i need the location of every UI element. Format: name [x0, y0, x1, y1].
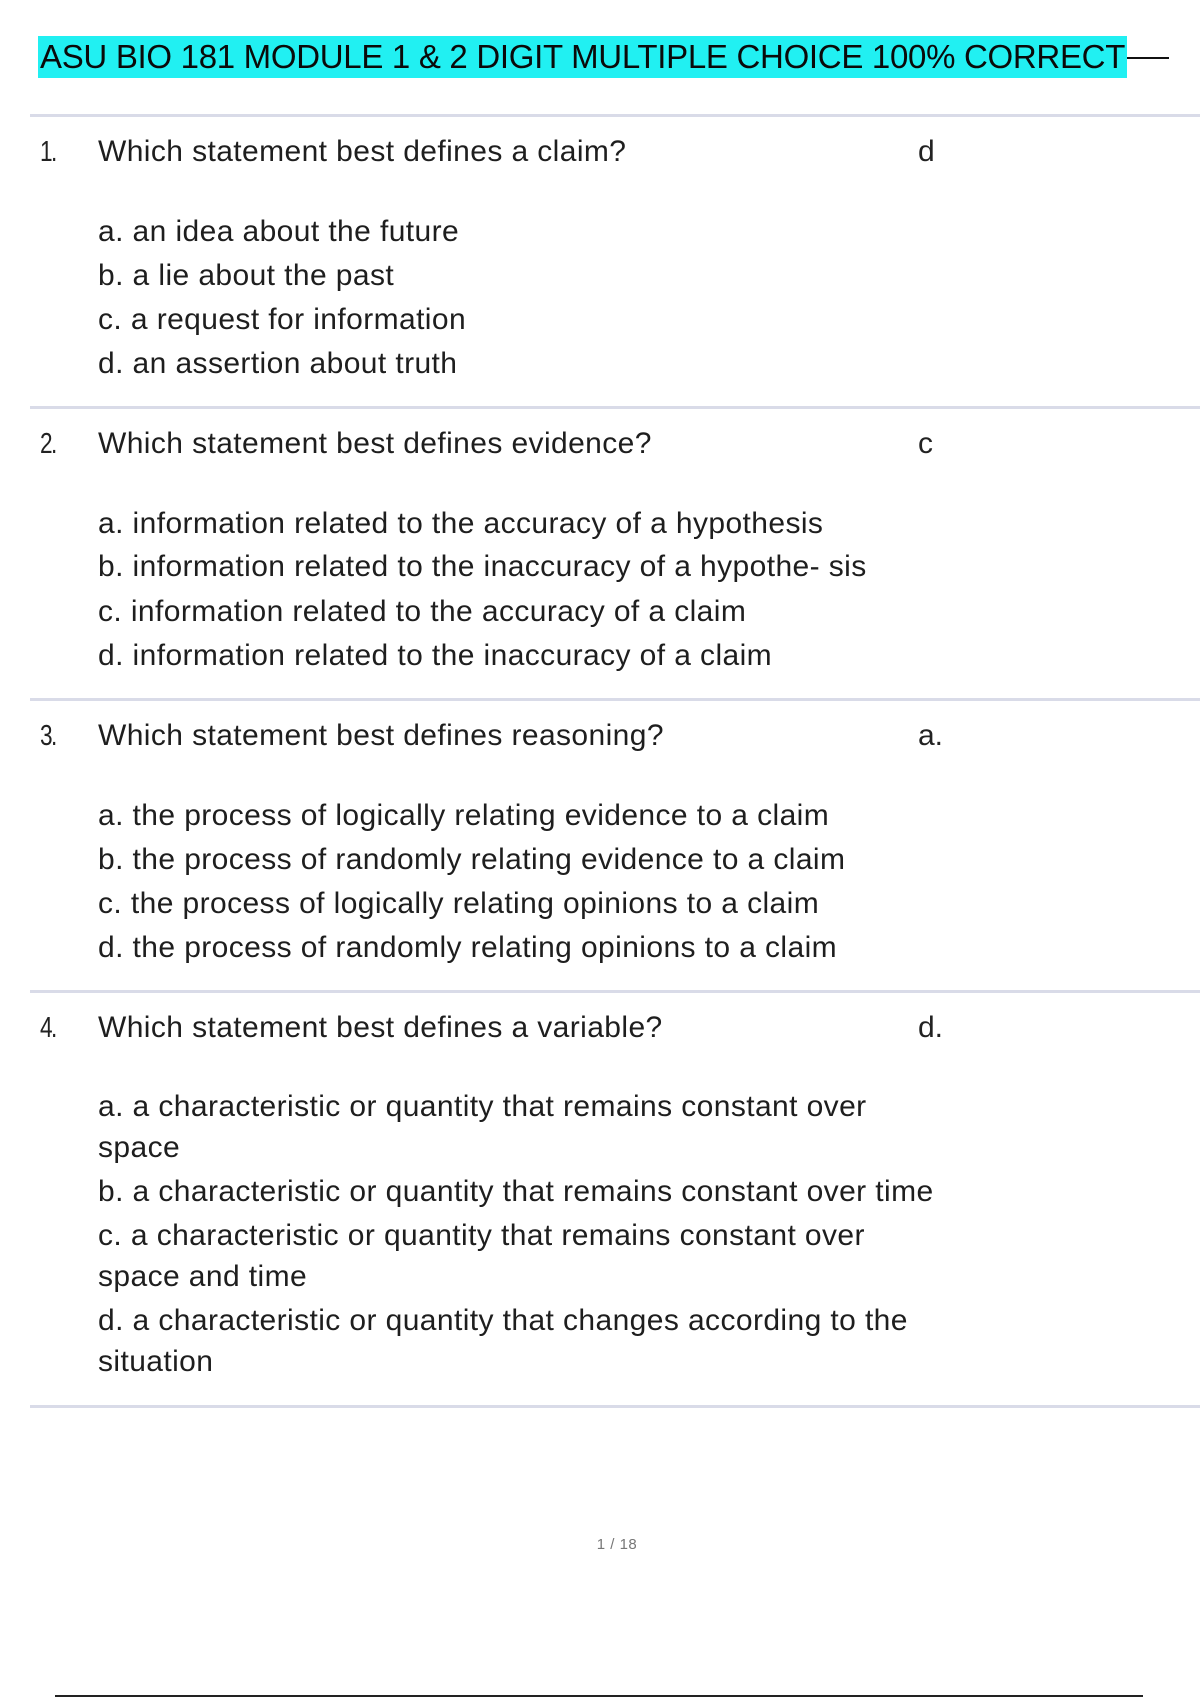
answer-options	[98, 794, 938, 970]
document-title-row	[38, 36, 1169, 78]
option-a: a. information related to the accuracy of a hypothesis	[98, 507, 824, 540]
option-a: a. an idea about the future	[98, 215, 460, 248]
option-d: d. an assertion about truth	[98, 347, 458, 380]
option-b: b. the process of randomly relating evidence to a claim	[98, 843, 846, 876]
correct-answer: d.	[918, 1011, 944, 1044]
answer-options	[98, 210, 938, 386]
question-item	[30, 406, 1200, 698]
question-list	[30, 114, 1200, 1408]
question-item	[30, 114, 1200, 406]
answer-options	[98, 502, 938, 678]
option-a: a. a characteristic or quantity that remains constant over space	[98, 1090, 867, 1164]
question-body	[98, 993, 938, 1405]
title-trailing-rule	[1127, 57, 1169, 59]
question-number: 3.	[40, 720, 56, 752]
option-b: b. information related to the inaccuracy of a hypothe- sis	[98, 550, 867, 583]
question-text: Which statement best defines evidence?	[98, 427, 652, 460]
question-item	[30, 698, 1200, 990]
option-c: c. the process of logically relating opinions to a claim	[98, 887, 820, 920]
question-number: 2.	[40, 428, 56, 460]
bottom-divider	[55, 1695, 1143, 1697]
option-c: c. a characteristic or quantity that remains constant over space and time	[98, 1219, 865, 1293]
question-number: 1.	[40, 136, 56, 168]
question-body	[98, 701, 938, 990]
question-body	[98, 409, 938, 698]
question-text: Which statement best defines a variable?	[98, 1011, 663, 1044]
option-d: d. information related to the inaccuracy of a claim	[98, 639, 773, 672]
document-title: ASU BIO 181 MODULE 1 & 2 DIGIT MULTIPLE CHOICE 100% CORRECT	[38, 36, 1127, 78]
question-item	[30, 990, 1200, 1408]
option-b: b. a characteristic or quantity that remains constant over time	[98, 1175, 934, 1208]
question-text: Which statement best defines a claim?	[98, 135, 627, 168]
correct-answer: a.	[918, 719, 944, 752]
option-c: c. information related to the accuracy of a claim	[98, 595, 747, 628]
option-c: c. a request for information	[98, 303, 467, 336]
correct-answer: d	[918, 135, 935, 168]
option-d: d. a characteristic or quantity that changes according to the situation	[98, 1304, 908, 1378]
page-number: 1 / 18	[596, 1536, 638, 1553]
answer-options	[98, 1086, 938, 1382]
option-b: b. a lie about the past	[98, 259, 395, 292]
question-number: 4.	[40, 1012, 56, 1044]
question-text: Which statement best defines reasoning?	[98, 719, 664, 752]
question-body	[98, 117, 938, 406]
option-a: a. the process of logically relating evidence to a claim	[98, 799, 830, 832]
correct-answer: c	[918, 427, 933, 460]
option-d: d. the process of randomly relating opinions to a claim	[98, 931, 838, 964]
